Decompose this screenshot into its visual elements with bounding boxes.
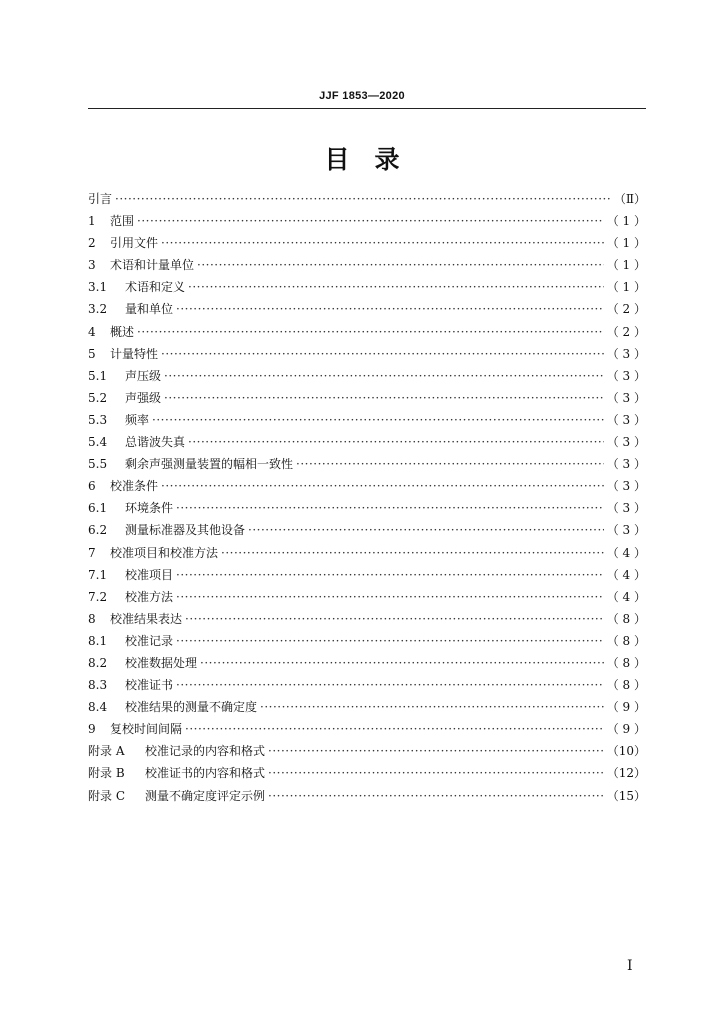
toc-entry-page: （ 3 ） — [606, 368, 646, 383]
toc-leader-dots — [185, 718, 604, 740]
toc-entry-number: 附录 A — [88, 744, 125, 759]
toc-entry — [88, 718, 646, 740]
toc-entry — [88, 564, 646, 586]
toc-entry-number: 3 — [88, 258, 96, 273]
toc-entry-number: 附录 B — [88, 766, 125, 781]
toc-entry-page: （15） — [606, 788, 646, 803]
toc-entry — [88, 343, 646, 365]
toc-leader-dots — [260, 696, 604, 718]
toc-entry-title: 校准项目和校准方法 — [110, 545, 219, 560]
toc-entry-number: 5.4 — [88, 435, 108, 450]
toc-entry-title: 术语和定义 — [125, 280, 186, 295]
toc-entry-number: 9 — [88, 722, 96, 737]
toc-entry — [88, 475, 646, 497]
toc-entry-number: 7.1 — [88, 567, 108, 582]
toc-entry-page: （ 1 ） — [606, 280, 646, 295]
toc-leader-dots — [268, 785, 604, 807]
toc-entry-number: 7.2 — [88, 589, 108, 604]
toc-entry-title: 校准结果的测量不确定度 — [125, 700, 258, 715]
toc-entry-title: 校准证书的内容和格式 — [145, 766, 266, 781]
toc-entry-page: （ 3 ） — [606, 501, 646, 516]
toc-entry — [88, 254, 646, 276]
toc-entry-number: 6 — [88, 479, 96, 494]
toc-leader-dots — [221, 542, 604, 564]
toc-entry-page: （ 9 ） — [606, 700, 646, 715]
toc-leader-dots — [115, 188, 611, 210]
toc-leader-dots — [137, 210, 604, 232]
toc-entry-number: 5.3 — [88, 412, 108, 427]
toc-leader-dots — [176, 674, 604, 696]
toc-entry-number: 3.2 — [88, 302, 108, 317]
toc-entry-page: （ 3 ） — [606, 479, 646, 494]
table-of-contents — [88, 188, 646, 807]
document-code: JJF 1853—2020 — [319, 90, 405, 102]
toc-leader-dots — [176, 298, 604, 320]
toc-entry-title: 测量不确定度评定示例 — [145, 788, 266, 803]
toc-entry-title: 校准证书 — [125, 678, 174, 693]
toc-entry — [88, 232, 646, 254]
toc-entry-page: （ 3 ） — [606, 390, 646, 405]
toc-entry — [88, 188, 646, 210]
toc-entry-title: 概述 — [110, 324, 135, 339]
page-title: 目 录 — [324, 145, 400, 174]
toc-entry — [88, 674, 646, 696]
toc-entry-number: 7 — [88, 545, 96, 560]
toc-entry-title: 引用文件 — [110, 236, 159, 251]
toc-leader-dots — [152, 409, 604, 431]
toc-entry-number: 8.4 — [88, 700, 108, 715]
toc-leader-dots — [176, 497, 604, 519]
toc-entry-title: 引言 — [88, 192, 113, 206]
toc-entry-title: 校准记录的内容和格式 — [145, 744, 266, 759]
toc-entry-title: 声强级 — [125, 390, 162, 405]
toc-entry-number: 5.5 — [88, 457, 108, 472]
toc-entry-number: 8.1 — [88, 633, 108, 648]
toc-entry-page: （ 1 ） — [606, 214, 646, 229]
toc-entry-title: 频率 — [125, 412, 150, 427]
toc-entry-number: 5.1 — [88, 368, 108, 383]
toc-entry-title: 校准项目 — [125, 567, 174, 582]
toc-entry — [88, 298, 646, 320]
toc-entry-number: 3.1 — [88, 280, 108, 295]
toc-entry — [88, 762, 646, 784]
toc-entry-page: （ 4 ） — [606, 589, 646, 604]
toc-entry-page: （10） — [606, 744, 646, 759]
toc-leader-dots — [248, 519, 604, 541]
toc-entry-page: （ 3 ） — [606, 412, 646, 427]
toc-entry — [88, 210, 646, 232]
toc-entry-title: 范围 — [110, 214, 135, 229]
toc-entry-title: 校准方法 — [125, 589, 174, 604]
toc-entry — [88, 519, 646, 541]
toc-entry — [88, 652, 646, 674]
toc-entry-number: 5.2 — [88, 390, 108, 405]
toc-leader-dots — [200, 652, 604, 674]
toc-leader-dots — [176, 586, 604, 608]
toc-entry-number: 8 — [88, 611, 96, 626]
toc-entry — [88, 453, 646, 475]
toc-entry-number: 8.3 — [88, 678, 108, 693]
toc-entry-title: 校准结果表达 — [110, 611, 183, 626]
toc-leader-dots — [176, 564, 604, 586]
page-number: I — [627, 958, 633, 974]
toc-entry — [88, 431, 646, 453]
toc-entry-title: 总谐波失真 — [125, 435, 186, 450]
toc-entry-title: 校准记录 — [125, 633, 174, 648]
toc-entry-page: （ 2 ） — [606, 324, 646, 339]
toc-leader-dots — [296, 453, 604, 475]
toc-entry-page: （ 2 ） — [606, 302, 646, 317]
toc-entry-number: 6.1 — [88, 501, 108, 516]
toc-entry — [88, 542, 646, 564]
toc-entry — [88, 409, 646, 431]
toc-entry — [88, 696, 646, 718]
toc-entry-page: （ 1 ） — [606, 258, 646, 273]
toc-entry-title: 声压级 — [125, 368, 162, 383]
toc-entry-page: （12） — [606, 766, 646, 781]
toc-entry — [88, 387, 646, 409]
toc-entry-number: 4 — [88, 324, 96, 339]
toc-entry — [88, 276, 646, 298]
toc-entry — [88, 586, 646, 608]
toc-entry-page: （ 9 ） — [606, 722, 646, 737]
toc-entry-title: 剩余声强测量装置的幅相一致性 — [125, 457, 294, 472]
toc-entry — [88, 630, 646, 652]
toc-entry-number: 2 — [88, 236, 96, 251]
toc-entry-title: 环境条件 — [125, 501, 174, 516]
toc-entry-page: （ 3 ） — [606, 457, 646, 472]
toc-leader-dots — [268, 762, 604, 784]
toc-leader-dots — [185, 608, 604, 630]
toc-entry — [88, 321, 646, 343]
toc-entry-page: （ 8 ） — [606, 655, 646, 670]
toc-entry-title: 计量特性 — [110, 346, 159, 361]
toc-entry-page: （ 3 ） — [606, 523, 646, 538]
toc-entry-page: （ 8 ） — [606, 611, 646, 626]
toc-entry-page: （ 8 ） — [606, 678, 646, 693]
toc-entry — [88, 608, 646, 630]
toc-leader-dots — [188, 276, 604, 298]
toc-entry-title: 复校时间间隔 — [110, 722, 183, 737]
toc-leader-dots — [268, 740, 604, 762]
toc-entry-page: （ 4 ） — [606, 545, 646, 560]
toc-entry-title: 测量标准器及其他设备 — [125, 523, 246, 538]
toc-entry-number: 附录 C — [88, 788, 125, 803]
toc-entry-number: 5 — [88, 346, 96, 361]
toc-entry-page: （ 1 ） — [606, 236, 646, 251]
toc-leader-dots — [137, 321, 604, 343]
toc-leader-dots — [188, 431, 604, 453]
toc-entry-number: 1 — [88, 214, 96, 229]
toc-leader-dots — [161, 343, 604, 365]
header-rule — [88, 108, 646, 109]
toc-leader-dots — [164, 387, 604, 409]
toc-leader-dots — [161, 475, 604, 497]
toc-entry-page: （ 3 ） — [606, 346, 646, 361]
toc-entry-title: 校准数据处理 — [125, 655, 198, 670]
toc-entry-number: 6.2 — [88, 523, 108, 538]
toc-leader-dots — [161, 232, 604, 254]
toc-leader-dots — [164, 365, 604, 387]
toc-entry-number: 8.2 — [88, 655, 108, 670]
toc-entry — [88, 740, 646, 762]
toc-entry-title: 校准条件 — [110, 479, 159, 494]
toc-entry-page: （Ⅱ） — [613, 192, 646, 206]
toc-entry-page: （ 3 ） — [606, 435, 646, 450]
toc-leader-dots — [197, 254, 604, 276]
toc-entry-title: 术语和计量单位 — [110, 258, 195, 273]
toc-entry-title: 量和单位 — [125, 302, 174, 317]
toc-entry-page: （ 4 ） — [606, 567, 646, 582]
toc-leader-dots — [176, 630, 604, 652]
toc-entry — [88, 365, 646, 387]
toc-entry — [88, 785, 646, 807]
toc-entry — [88, 497, 646, 519]
toc-entry-page: （ 8 ） — [606, 633, 646, 648]
